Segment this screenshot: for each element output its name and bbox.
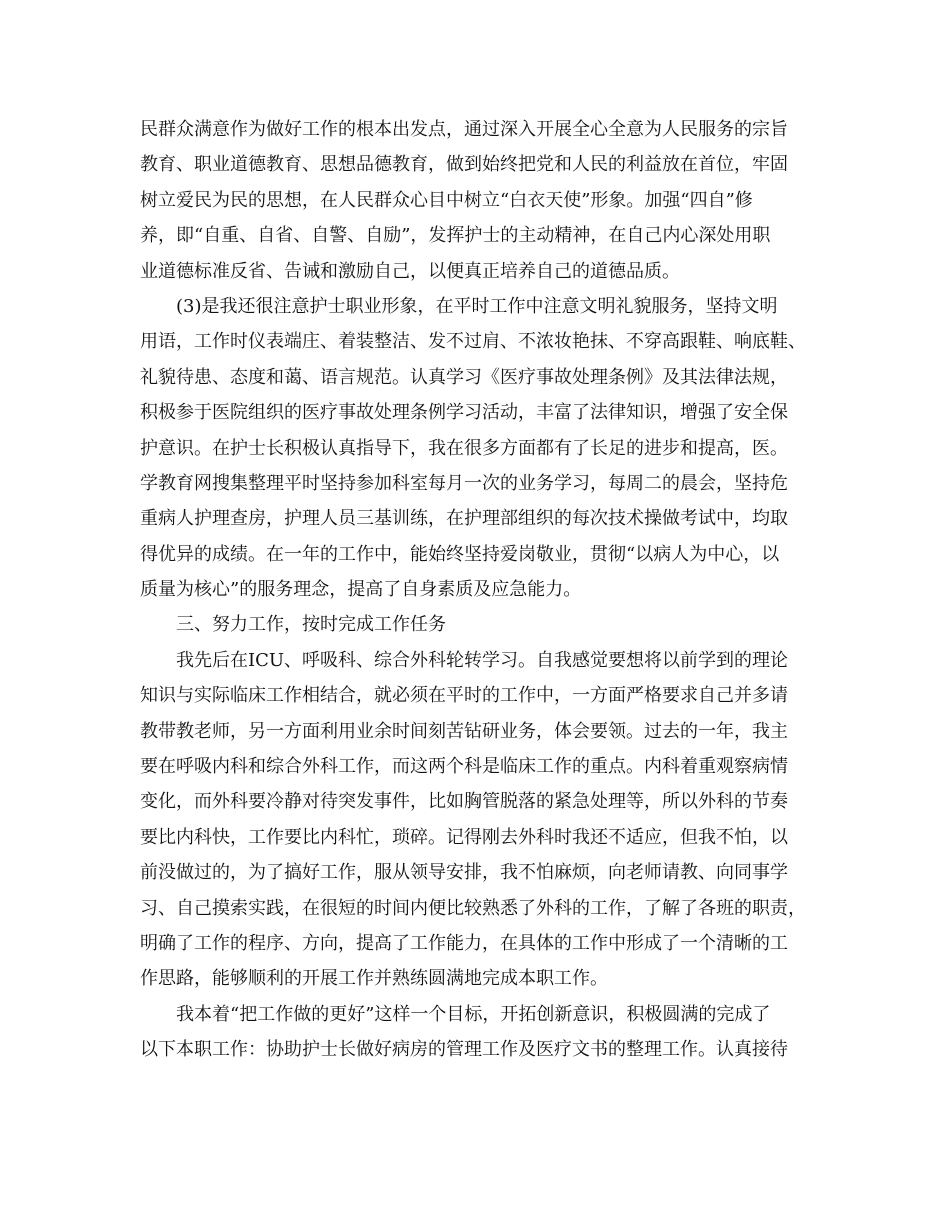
text-line: 变化，而外科要冷静对待突发事件，比如胸管脱落的紧急处理等，所以外科的节奏 <box>140 791 788 813</box>
text-line: 教育、职业道德教育、思想品德教育，做到始终把党和人民的利益放在首位，牢固 <box>140 154 788 176</box>
text-line: 重病人护理查房，护理人员三基训练，在护理部组织的每次技术操做考试中，均取 <box>140 508 788 530</box>
text-line: 我本着“把工作做的更好”这样一个目标，开拓创新意识，积极圆满的完成了 <box>176 1003 771 1025</box>
text-line: 学教育网搜集整理平时坚持参加科室每月一次的业务学习，每周二的晨会，坚持危 <box>140 472 788 494</box>
text-line: 我先后在ICU、呼吸科、综合外科轮转学习。自我感觉要想将以前学到的理论 <box>176 649 789 671</box>
text-line: 三、努力工作，按时完成工作任务 <box>176 614 446 636</box>
text-line: 明确了工作的程序、方向，提高了工作能力，在具体的工作中形成了一个清晰的工 <box>140 932 788 954</box>
text-line: 教带教老师，另一方面利用业余时间刻苦钻研业务，体会要领。过去的一年，我主 <box>140 720 788 742</box>
text-line: 民群众满意作为做好工作的根本出发点，通过深入开展全心全意为人民服务的宗旨 <box>140 119 788 140</box>
text-line: 树立爱民为民的思想，在人民群众心目中树立“白衣天使”形象。加强“四自”修 <box>140 189 753 211</box>
text-line: 护意识。在护士长积极认真指导下，我在很多方面都有了长足的进步和提高，医。 <box>140 437 788 459</box>
text-line: 以下本职工作：协助护士长做好病房的管理工作及医疗文书的整理工作。认真接待 <box>140 1039 788 1061</box>
text-line: 养，即“自重、自省、自警、自励”，发挥护士的主动精神，在自己内心深处用职 <box>140 225 771 247</box>
text-line: 礼貌待患、态度和蔼、语言规范。认真学习《医疗事故处理条例》及其法律法规， <box>140 366 788 388</box>
text-line: 作思路，能够顺利的开展工作并熟练圆满地完成本职工作。 <box>140 968 608 990</box>
text-line: 得优异的成绩。在一年的工作中，能始终坚持爱岗敬业，贯彻“以病人为中心，以 <box>140 543 780 565</box>
text-line: 业道德标准反省、告诫和激励自己，以便真正培养自己的道德品质。 <box>140 260 680 282</box>
text-line: 前没做过的，为了搞好工作，服从领导安排，我不怕麻烦，向老师请教、向同事学 <box>140 862 788 884</box>
text-line: 习、自己摸索实践，在很短的时间内便比较熟悉了外科的工作，了解了各班的职责， <box>140 897 806 919</box>
text-line: 积极参于医院组织的医疗事故处理条例学习活动，丰富了法律知识，增强了安全保 <box>140 402 788 424</box>
text-line: 知识与实际临床工作相结合，就必须在平时的工作中，一方面严格要求自己并多请 <box>140 685 788 707</box>
text-line: 要比内科快，工作要比内科忙，琐碎。记得刚去外科时我还不适应，但我不怕，以 <box>140 826 788 848</box>
document-body <box>140 112 830 1068</box>
text-line: 要在呼吸内科和综合外科工作，而这两个科是临床工作的重点。内科着重观察病情 <box>140 756 788 778</box>
text-line: 用语，工作时仪表端庄、着装整洁、发不过肩、不浓妆艳抹、不穿高跟鞋、响底鞋、 <box>140 331 806 353</box>
text-line: 质量为核心”的服务理念，提高了自身素质及应急能力。 <box>140 579 582 601</box>
text-line: (3)是我还很注意护士职业形象，在平时工作中注意文明礼貌服务，坚持文明 <box>176 295 778 317</box>
